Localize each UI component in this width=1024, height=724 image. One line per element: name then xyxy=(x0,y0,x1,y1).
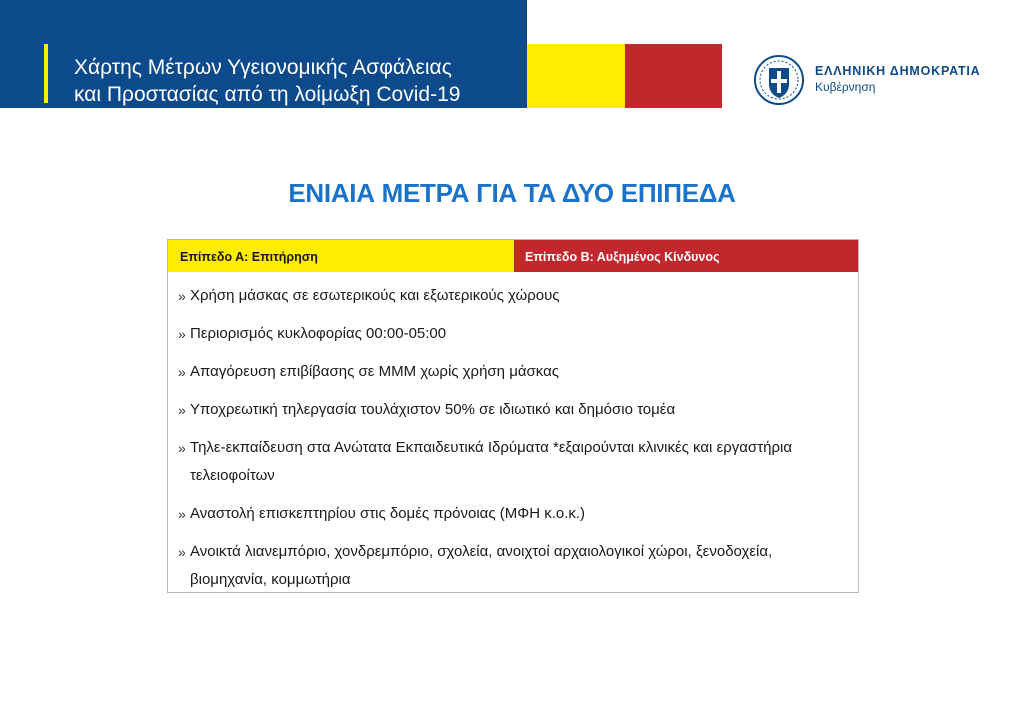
measure-text: Υποχρεωτική τηλεργασία τουλάχιστον 50% σε ιδιωτικό και δημόσιο τομέα xyxy=(190,401,676,418)
list-item xyxy=(178,500,848,528)
government-subtitle: Κυβέρνηση xyxy=(815,80,876,94)
bullet-marker: » xyxy=(178,326,186,342)
list-item xyxy=(178,434,848,490)
list-item xyxy=(178,396,848,424)
level-b-header: Επίπεδο Β: Αυξημένος Κίνδυνος xyxy=(514,240,858,272)
measures-table xyxy=(167,239,859,593)
bullet-marker: » xyxy=(178,544,186,560)
page-heading: ΕΝΙΑΙΑ ΜΕΤΡΑ ΓΙΑ ΤΑ ΔΥΟ ΕΠΙΠΕΔΑ xyxy=(288,178,736,208)
banner-accent-bar xyxy=(44,44,48,103)
list-item xyxy=(178,320,848,348)
greek-coat-of-arms-icon xyxy=(753,54,805,106)
government-name: ΕΛΛΗΝΙΚΗ ΔΗΜΟΚΡΑΤΙΑ xyxy=(815,64,981,78)
header-banner xyxy=(0,0,527,108)
title-line-1: Χάρτης Μέτρων Υγειονομικής Ασφάλειας xyxy=(74,56,452,79)
document-title xyxy=(74,54,524,108)
measure-text: Τηλε-εκπαίδευση στα Ανώτατα Εκπαιδευτικά Ιδρύματα *εξαιρούνται κλινικές και εργαστήρια τελειοφοίτων xyxy=(190,439,792,484)
bullet-marker: » xyxy=(178,402,186,418)
list-item xyxy=(178,538,848,594)
measure-text: Αναστολή επισκεπτηρίου στις δομές πρόνοιας (ΜΦΗ κ.ο.κ.) xyxy=(190,505,586,522)
red-color-band xyxy=(625,44,722,108)
bullet-marker: » xyxy=(178,364,186,380)
bullet-marker: » xyxy=(178,288,186,304)
level-a-header: Επίπεδο Α: Επιτήρηση xyxy=(168,240,514,272)
measure-text: Χρήση μάσκας σε εσωτερικούς και εξωτερικούς χώρους xyxy=(190,287,560,304)
title-line-2: και Προστασίας από τη λοίμωξη Covid-19 xyxy=(74,83,461,106)
bullet-marker: » xyxy=(178,506,186,522)
yellow-color-band xyxy=(527,44,625,108)
measure-text: Περιορισμός κυκλοφορίας 00:00-05:00 xyxy=(190,325,447,342)
measure-text: Ανοικτά λιανεμπόριο, χονδρεμπόριο, σχολεία, ανοιχτοί αρχαιολογικοί χώροι, ξενοδοχεία, βιομηχανία, κομμωτήρια xyxy=(190,543,773,588)
list-item xyxy=(178,282,848,310)
measures-list xyxy=(178,282,848,604)
measure-text: Απαγόρευση επιβίβασης σε ΜΜΜ χωρίς χρήση μάσκας xyxy=(190,363,559,380)
bullet-marker: » xyxy=(178,440,186,456)
list-item xyxy=(178,358,848,386)
